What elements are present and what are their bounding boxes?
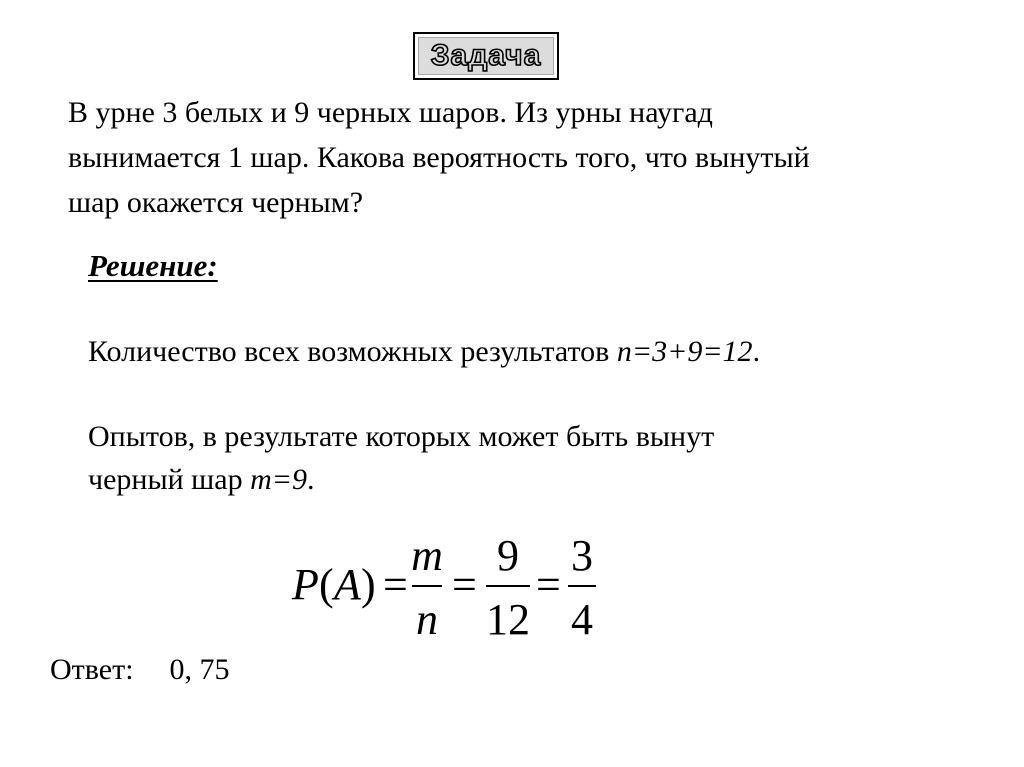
fraction2-denominator: 12	[486, 595, 530, 644]
total-outcomes-expression: n=3+9=12	[616, 335, 753, 368]
total-outcomes-period: .	[752, 335, 761, 368]
formula-close-paren: )	[361, 560, 376, 609]
fraction3-denominator: 4	[571, 595, 593, 644]
favorable-outcomes-period: .	[307, 463, 315, 496]
probability-formula	[290, 530, 610, 650]
fraction1-denominator: n	[416, 595, 438, 644]
answer	[50, 650, 230, 690]
fraction1-numerator: m	[411, 531, 443, 580]
fraction3-numerator: 3	[571, 531, 593, 580]
favorable-outcomes-label: черный шар	[88, 463, 251, 496]
answer-label: Ответ:	[50, 653, 134, 686]
problem-line: вынимается 1 шар. Какова вероятность того, что вынутый	[68, 141, 810, 174]
formula-equals-3: =	[536, 560, 561, 609]
total-outcomes-text	[88, 330, 760, 373]
favorable-outcomes-line2	[88, 458, 714, 501]
answer-value: 0, 75	[169, 653, 230, 686]
favorable-outcomes-expression: m=9	[250, 463, 308, 496]
page-title: Задача	[430, 39, 542, 72]
problem-line: шар окажется черным?	[68, 186, 364, 219]
favorable-outcomes-text	[88, 415, 714, 501]
formula-equals-2: =	[452, 560, 477, 609]
total-outcomes-label: Количество всех возможных результатов	[88, 335, 617, 368]
solution-heading: Решение:	[88, 248, 218, 283]
formula-open-paren: (	[319, 560, 334, 609]
title-box	[413, 32, 559, 80]
formula-a: A	[334, 560, 361, 609]
problem-statement	[68, 90, 958, 225]
formula-equals-1: =	[383, 560, 408, 609]
problem-line: В урне 3 белых и 9 черных шаров. Из урны наугад	[68, 96, 713, 129]
fraction2-numerator: 9	[497, 531, 519, 580]
formula-p: P	[292, 560, 319, 609]
favorable-outcomes-line1: Опытов, в результате которых может быть вынут	[88, 420, 715, 453]
